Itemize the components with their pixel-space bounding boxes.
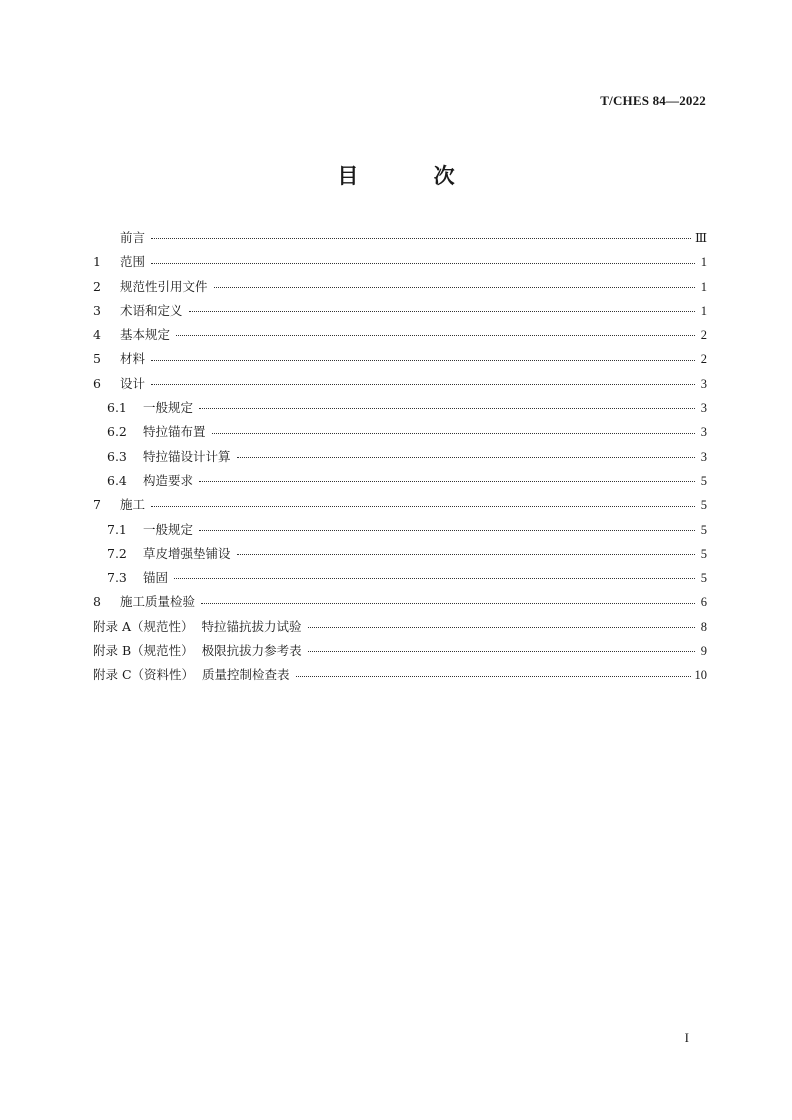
toc-entry-number: 7.2 [107, 545, 127, 561]
toc-entry-number: 6.4 [107, 472, 127, 488]
toc-entry-number: 1 [93, 254, 101, 270]
toc-entry-page: 9 [700, 644, 707, 659]
toc-entry-page: 5 [700, 522, 707, 537]
toc-dot-leader [199, 408, 695, 409]
toc-entry-page: 10 [694, 668, 707, 683]
toc-dot-leader [151, 384, 695, 385]
toc-entry-label: 设计 [120, 375, 146, 391]
toc-entry[interactable] [93, 323, 707, 347]
toc-dot-leader [151, 506, 695, 507]
toc-entry-label: 基本规定 [120, 327, 171, 343]
toc-entry-page: 8 [700, 619, 707, 634]
toc-entry-number: 7.1 [107, 521, 127, 537]
toc-entry-page: 2 [700, 352, 707, 367]
toc-entry-page: 3 [700, 425, 707, 440]
toc-entry-label: 一般规定 [143, 521, 194, 537]
toc-entry[interactable] [93, 445, 707, 469]
toc-entry[interactable] [93, 590, 707, 614]
toc-dot-leader [212, 433, 695, 434]
toc-entry[interactable] [93, 663, 707, 687]
toc-entry-page: 6 [700, 595, 707, 610]
toc-entry-number: 6.3 [107, 448, 127, 464]
toc-entry-label: 构造要求 [143, 472, 194, 488]
toc-entry-label: 术语和定义 [120, 302, 183, 318]
toc-entry-page: 1 [700, 279, 707, 294]
toc-entry-label: 特拉锚布置 [143, 424, 206, 440]
toc-entry-number: 附录 B（规范性） [93, 643, 194, 659]
toc-dot-leader [199, 530, 695, 531]
toc-entry-label: 前言 [120, 230, 146, 245]
toc-entry-label: 施工 [120, 497, 146, 513]
toc-entry[interactable] [93, 615, 707, 639]
toc-entry-label: 锚固 [143, 570, 169, 586]
toc-dot-leader [174, 578, 695, 579]
toc-entry-page: 1 [700, 255, 707, 270]
toc-entry-page: 2 [700, 328, 707, 343]
toc-entry-label: 特拉锚设计计算 [143, 448, 231, 464]
toc-entry-number: 7 [93, 497, 101, 513]
toc-entry[interactable] [93, 275, 707, 299]
toc-entry-number: 2 [93, 278, 101, 294]
toc-entry-page: 5 [700, 546, 707, 561]
toc-entry-number: 8 [93, 594, 101, 610]
toc-entry-label: 范围 [120, 254, 146, 270]
toc-entry-number: 附录 A（规范性） [93, 618, 194, 634]
toc-entry[interactable] [93, 299, 707, 323]
document-code: T/CHES 84—2022 [600, 93, 706, 108]
toc-entry-label: 极限抗拔力参考表 [201, 643, 302, 659]
toc-entry-number: 附录 C（资料性） [93, 667, 195, 683]
toc-entry[interactable] [93, 396, 707, 420]
toc-dot-leader [176, 335, 695, 336]
toc-entry-page: 5 [700, 571, 707, 586]
toc-entry-page: 5 [700, 498, 707, 513]
toc-entry-number: 6.1 [107, 400, 127, 416]
toc-entry[interactable] [93, 639, 707, 663]
toc-entry-label: 规范性引用文件 [120, 278, 208, 294]
toc-dot-leader [308, 651, 695, 652]
toc-entry-number: 4 [93, 327, 101, 343]
toc-entry[interactable] [93, 542, 707, 566]
toc-entry-number: 3 [93, 302, 101, 318]
toc-dot-leader [237, 457, 695, 458]
toc-entry[interactable] [93, 420, 707, 444]
toc-entry-label: 施工质量检验 [120, 594, 196, 610]
toc-entry-label: 材料 [120, 351, 146, 367]
toc-dot-leader [296, 676, 691, 677]
toc-entry-page: 5 [700, 473, 707, 488]
toc-dot-leader [189, 311, 695, 312]
toc-dot-leader [199, 481, 695, 482]
toc-entry[interactable] [93, 518, 707, 542]
toc-dot-leader [237, 554, 695, 555]
page-number: I [684, 1030, 689, 1045]
toc-dot-leader [151, 263, 695, 264]
toc-entry[interactable] [93, 250, 707, 274]
toc-entry-label: 特拉锚抗拔力试验 [201, 618, 302, 634]
toc-entry[interactable] [93, 469, 707, 493]
toc-entry-page: 3 [700, 449, 707, 464]
toc-list [93, 226, 707, 688]
toc-dot-leader [214, 287, 695, 288]
toc-dot-leader [151, 360, 695, 361]
toc-entry-label: 草皮增强垫铺设 [143, 545, 231, 561]
toc-dot-leader [151, 238, 691, 239]
toc-entry-number: 5 [93, 351, 101, 367]
toc-entry-label: 一般规定 [143, 400, 194, 416]
toc-entry-number: 6.2 [107, 424, 127, 440]
toc-entry[interactable] [93, 566, 707, 590]
toc-entry-page: Ⅲ [694, 231, 707, 245]
toc-entry[interactable] [93, 347, 707, 371]
toc-entry-page: 3 [700, 376, 707, 391]
toc-dot-leader [201, 603, 695, 604]
toc-title: 目 次 [337, 164, 489, 188]
toc-dot-leader [308, 627, 695, 628]
toc-entry-number: 6 [93, 375, 101, 391]
toc-entry-page: 1 [700, 303, 707, 318]
toc-entry[interactable] [93, 493, 707, 517]
toc-entry[interactable] [93, 372, 707, 396]
toc-entry[interactable] [93, 226, 707, 250]
toc-entry-label: 质量控制检查表 [202, 667, 290, 683]
toc-entry-number: 7.3 [107, 570, 127, 586]
toc-entry-page: 3 [700, 401, 707, 416]
